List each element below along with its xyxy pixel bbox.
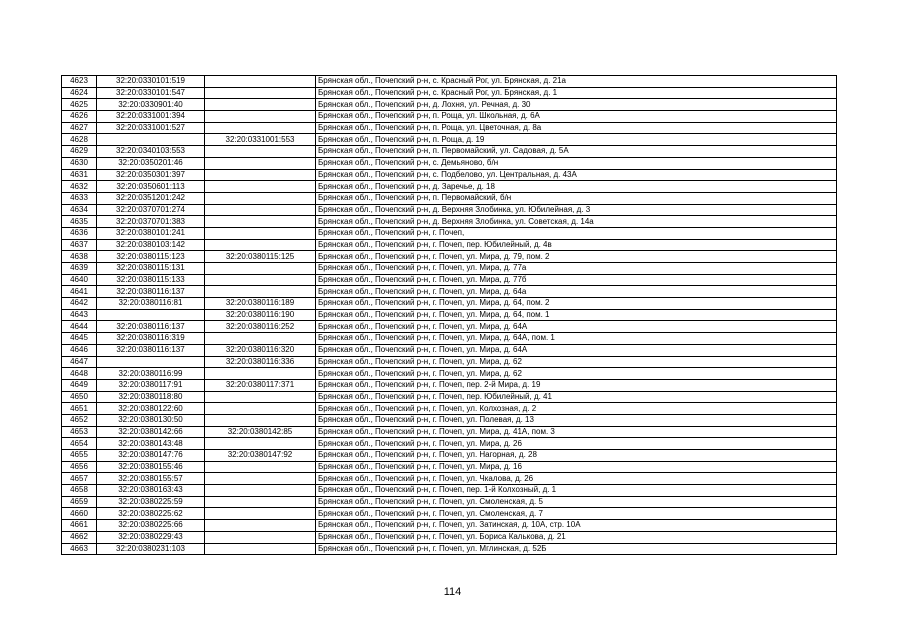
cadastral-number-cell: 32:20:0380116:137 — [97, 321, 205, 333]
related-cadastral-number-cell — [205, 461, 316, 473]
related-cadastral-number-cell: 32:20:0380117:371 — [205, 379, 316, 391]
cadastral-number-cell: 32:20:0380101:241 — [97, 227, 205, 239]
related-cadastral-number-cell — [205, 192, 316, 204]
row-number-cell: 4632 — [62, 181, 97, 193]
related-cadastral-number-cell — [205, 438, 316, 450]
table-row — [62, 391, 837, 403]
row-number-cell: 4642 — [62, 298, 97, 310]
cadastral-number-cell: 32:20:0330101:547 — [97, 87, 205, 99]
related-cadastral-number-cell — [205, 414, 316, 426]
table-row — [62, 379, 837, 391]
cadastral-number-cell: 32:20:0380103:142 — [97, 239, 205, 251]
related-cadastral-number-cell: 32:20:0380116:320 — [205, 344, 316, 356]
row-number-cell: 4647 — [62, 356, 97, 368]
address-cell: Брянская обл., Почепский р-н, с. Демьяново, б/н — [316, 157, 837, 169]
cadastral-number-cell: 32:20:0380143:48 — [97, 438, 205, 450]
table-row — [62, 473, 837, 485]
table-row — [62, 111, 837, 123]
row-number-cell: 4657 — [62, 473, 97, 485]
address-cell: Брянская обл., Почепский р-н, п. Роща, д. 19 — [316, 134, 837, 146]
cadastral-number-cell: 32:20:0380116:137 — [97, 286, 205, 298]
row-number-cell: 4637 — [62, 239, 97, 251]
related-cadastral-number-cell — [205, 157, 316, 169]
row-number-cell: 4654 — [62, 438, 97, 450]
table-row — [62, 520, 837, 532]
related-cadastral-number-cell — [205, 76, 316, 88]
cadastral-number-cell: 32:20:0380155:57 — [97, 473, 205, 485]
address-cell: Брянская обл., Почепский р-н, г. Почеп, ул. Мглинская, д. 52Б — [316, 543, 837, 555]
cadastral-number-cell: 32:20:0380115:123 — [97, 251, 205, 263]
related-cadastral-number-cell — [205, 274, 316, 286]
registry-table — [61, 75, 837, 555]
related-cadastral-number-cell — [205, 286, 316, 298]
row-number-cell: 4645 — [62, 333, 97, 345]
cadastral-number-cell: 32:20:0350601:113 — [97, 181, 205, 193]
address-cell: Брянская обл., Почепский р-н, с. Красный Рог, ул. Брянская, д. 21а — [316, 76, 837, 88]
row-number-cell: 4650 — [62, 391, 97, 403]
table-row — [62, 450, 837, 462]
page-number: 114 — [443, 586, 462, 598]
address-cell: Брянская обл., Почепский р-н, г. Почеп, ул. Мира, д. 64, пом. 1 — [316, 309, 837, 321]
table-row — [62, 368, 837, 380]
table-row — [62, 286, 837, 298]
table-row — [62, 274, 837, 286]
address-cell: Брянская обл., Почепский р-н, г. Почеп, ул. Мира, д. 26 — [316, 438, 837, 450]
table-row — [62, 251, 837, 263]
cadastral-number-cell: 32:20:0380163:43 — [97, 485, 205, 497]
related-cadastral-number-cell: 32:20:0380147:92 — [205, 450, 316, 462]
related-cadastral-number-cell: 32:20:0380116:189 — [205, 298, 316, 310]
row-number-cell: 4663 — [62, 543, 97, 555]
related-cadastral-number-cell — [205, 485, 316, 497]
cadastral-number-cell: 32:20:0380116:99 — [97, 368, 205, 380]
cadastral-number-cell: 32:20:0380115:133 — [97, 274, 205, 286]
row-number-cell: 4634 — [62, 204, 97, 216]
related-cadastral-number-cell — [205, 239, 316, 251]
row-number-cell: 4629 — [62, 146, 97, 158]
row-number-cell: 4648 — [62, 368, 97, 380]
address-cell: Брянская обл., Почепский р-н, п. Первомайский, б/н — [316, 192, 837, 204]
related-cadastral-number-cell — [205, 216, 316, 228]
related-cadastral-number-cell — [205, 531, 316, 543]
cadastral-number-cell: 32:20:0340103:553 — [97, 146, 205, 158]
address-cell: Брянская обл., Почепский р-н, г. Почеп, ул. Мира, д. 64А — [316, 321, 837, 333]
related-cadastral-number-cell: 32:20:0331001:553 — [205, 134, 316, 146]
related-cadastral-number-cell — [205, 122, 316, 134]
cadastral-number-cell: 32:20:0330901:40 — [97, 99, 205, 111]
address-cell: Брянская обл., Почепский р-н, г. Почеп, ул. Мира, д. 77б — [316, 274, 837, 286]
address-cell: Брянская обл., Почепский р-н, г. Почеп, ул. Мира, д. 62 — [316, 368, 837, 380]
cadastral-number-cell: 32:20:0380116:319 — [97, 333, 205, 345]
cadastral-number-cell: 32:20:0380225:59 — [97, 496, 205, 508]
cadastral-number-cell: 32:20:0380122:60 — [97, 403, 205, 415]
address-cell: Брянская обл., Почепский р-н, г. Почеп, пер. Юбилейный, д. 4в — [316, 239, 837, 251]
cadastral-number-cell: 32:20:0380130:50 — [97, 414, 205, 426]
address-cell: Брянская обл., Почепский р-н, г. Почеп, ул. Мира, д. 77а — [316, 263, 837, 275]
row-number-cell: 4652 — [62, 414, 97, 426]
row-number-cell: 4628 — [62, 134, 97, 146]
cadastral-number-cell: 32:20:0380142:66 — [97, 426, 205, 438]
cadastral-number-cell: 32:20:0331001:527 — [97, 122, 205, 134]
table-row — [62, 461, 837, 473]
address-cell: Брянская обл., Почепский р-н, г. Почеп, ул. Смоленская, д. 5 — [316, 496, 837, 508]
cadastral-number-cell — [97, 356, 205, 368]
related-cadastral-number-cell — [205, 403, 316, 415]
row-number-cell: 4643 — [62, 309, 97, 321]
row-number-cell: 4653 — [62, 426, 97, 438]
row-number-cell: 4655 — [62, 450, 97, 462]
related-cadastral-number-cell — [205, 368, 316, 380]
address-cell: Брянская обл., Почепский р-н, г. Почеп, ул. Чкалова, д. 26 — [316, 473, 837, 485]
address-cell: Брянская обл., Почепский р-н, г. Почеп, ул. Колхозная, д. 2 — [316, 403, 837, 415]
row-number-cell: 4656 — [62, 461, 97, 473]
related-cadastral-number-cell — [205, 496, 316, 508]
table-row — [62, 426, 837, 438]
related-cadastral-number-cell — [205, 181, 316, 193]
table-row — [62, 403, 837, 415]
row-number-cell: 4623 — [62, 76, 97, 88]
address-cell: Брянская обл., Почепский р-н, г. Почеп, ул. Мира, д. 62 — [316, 356, 837, 368]
table-row — [62, 309, 837, 321]
related-cadastral-number-cell — [205, 99, 316, 111]
row-number-cell: 4660 — [62, 508, 97, 520]
related-cadastral-number-cell: 32:20:0380115:125 — [205, 251, 316, 263]
address-cell: Брянская обл., Почепский р-н, п. Роща, ул. Школьная, д. 6А — [316, 111, 837, 123]
cadastral-number-cell: 32:20:0370701:383 — [97, 216, 205, 228]
address-cell: Брянская обл., Почепский р-н, д. Верхняя Злобинка, ул. Советская, д. 14а — [316, 216, 837, 228]
address-cell: Брянская обл., Почепский р-н, г. Почеп, ул. Нагорная, д. 28 — [316, 450, 837, 462]
related-cadastral-number-cell — [205, 473, 316, 485]
address-cell: Брянская обл., Почепский р-н, г. Почеп, ул. Мира, д. 79, пом. 2 — [316, 251, 837, 263]
related-cadastral-number-cell — [205, 543, 316, 555]
row-number-cell: 4639 — [62, 263, 97, 275]
address-cell: Брянская обл., Почепский р-н, г. Почеп, — [316, 227, 837, 239]
table-row — [62, 438, 837, 450]
cadastral-number-cell: 32:20:0380115:131 — [97, 263, 205, 275]
address-cell: Брянская обл., Почепский р-н, с. Подбелово, ул. Центральная, д. 43А — [316, 169, 837, 181]
cadastral-number-cell: 32:20:0380155:46 — [97, 461, 205, 473]
row-number-cell: 4635 — [62, 216, 97, 228]
table-row — [62, 227, 837, 239]
table-row — [62, 485, 837, 497]
table-row — [62, 204, 837, 216]
related-cadastral-number-cell: 32:20:0380116:252 — [205, 321, 316, 333]
related-cadastral-number-cell — [205, 508, 316, 520]
address-cell: Брянская обл., Почепский р-н, г. Почеп, пер. 2-й Мира, д. 19 — [316, 379, 837, 391]
table-row — [62, 263, 837, 275]
address-cell: Брянская обл., Почепский р-н, с. Красный Рог, ул. Брянская, д. 1 — [316, 87, 837, 99]
address-cell: Брянская обл., Почепский р-н, д. Верхняя Злобинка, ул. Юбилейная, д. 3 — [316, 204, 837, 216]
cadastral-number-cell — [97, 134, 205, 146]
address-cell: Брянская обл., Почепский р-н, г. Почеп, ул. Мира, д. 64А — [316, 344, 837, 356]
related-cadastral-number-cell — [205, 227, 316, 239]
related-cadastral-number-cell — [205, 520, 316, 532]
address-cell: Брянская обл., Почепский р-н, г. Почеп, пер. Юбилейный, д. 41 — [316, 391, 837, 403]
row-number-cell: 4638 — [62, 251, 97, 263]
related-cadastral-number-cell — [205, 87, 316, 99]
address-cell: Брянская обл., Почепский р-н, г. Почеп, ул. Бориса Калькова, д. 21 — [316, 531, 837, 543]
address-cell: Брянская обл., Почепский р-н, г. Почеп, ул. Мира, д. 64а — [316, 286, 837, 298]
address-cell: Брянская обл., Почепский р-н, г. Почеп, ул. Мира, д. 16 — [316, 461, 837, 473]
address-cell: Брянская обл., Почепский р-н, п. Первомайский, ул. Садовая, д. 5А — [316, 146, 837, 158]
table-row — [62, 216, 837, 228]
address-cell: Брянская обл., Почепский р-н, п. Роща, ул. Цветочная, д. 8а — [316, 122, 837, 134]
cadastral-number-cell: 32:20:0380147:76 — [97, 450, 205, 462]
cadastral-number-cell: 32:20:0380225:62 — [97, 508, 205, 520]
row-number-cell: 4644 — [62, 321, 97, 333]
row-number-cell: 4641 — [62, 286, 97, 298]
row-number-cell: 4631 — [62, 169, 97, 181]
address-cell: Брянская обл., Почепский р-н, г. Почеп, ул. Полевая, д. 13 — [316, 414, 837, 426]
cadastral-number-cell: 32:20:0330101:519 — [97, 76, 205, 88]
table-row — [62, 321, 837, 333]
cadastral-number-cell: 32:20:0370701:274 — [97, 204, 205, 216]
row-number-cell: 4640 — [62, 274, 97, 286]
cadastral-number-cell: 32:20:0380118:80 — [97, 391, 205, 403]
registry-table-body — [62, 76, 837, 555]
table-row — [62, 169, 837, 181]
table-row — [62, 356, 837, 368]
table-row — [62, 531, 837, 543]
row-number-cell: 4651 — [62, 403, 97, 415]
related-cadastral-number-cell: 32:20:0380116:190 — [205, 309, 316, 321]
row-number-cell: 4626 — [62, 111, 97, 123]
related-cadastral-number-cell: 32:20:0380116:336 — [205, 356, 316, 368]
table-row — [62, 543, 837, 555]
cadastral-number-cell: 32:20:0380225:66 — [97, 520, 205, 532]
row-number-cell: 4658 — [62, 485, 97, 497]
related-cadastral-number-cell — [205, 333, 316, 345]
cadastral-number-cell: 32:20:0380116:81 — [97, 298, 205, 310]
table-row — [62, 122, 837, 134]
related-cadastral-number-cell — [205, 204, 316, 216]
table-row — [62, 508, 837, 520]
row-number-cell: 4661 — [62, 520, 97, 532]
address-cell: Брянская обл., Почепский р-н, г. Почеп, ул. Затинская, д. 10А, стр. 10А — [316, 520, 837, 532]
table-row — [62, 344, 837, 356]
table-row — [62, 146, 837, 158]
table-row — [62, 298, 837, 310]
cadastral-number-cell: 32:20:0380116:137 — [97, 344, 205, 356]
table-row — [62, 134, 837, 146]
cadastral-number-cell — [97, 309, 205, 321]
address-cell: Брянская обл., Почепский р-н, г. Почеп, ул. Смоленская, д. 7 — [316, 508, 837, 520]
cadastral-number-cell: 32:20:0380231:103 — [97, 543, 205, 555]
cadastral-number-cell: 32:20:0350201:46 — [97, 157, 205, 169]
related-cadastral-number-cell: 32:20:0380142:85 — [205, 426, 316, 438]
row-number-cell: 4646 — [62, 344, 97, 356]
row-number-cell: 4649 — [62, 379, 97, 391]
address-cell: Брянская обл., Почепский р-н, г. Почеп, ул. Мира, д. 64А, пом. 1 — [316, 333, 837, 345]
row-number-cell: 4633 — [62, 192, 97, 204]
row-number-cell: 4662 — [62, 531, 97, 543]
table-row — [62, 414, 837, 426]
row-number-cell: 4625 — [62, 99, 97, 111]
related-cadastral-number-cell — [205, 111, 316, 123]
table-row — [62, 99, 837, 111]
row-number-cell: 4624 — [62, 87, 97, 99]
address-cell: Брянская обл., Почепский р-н, д. Заречье, д. 18 — [316, 181, 837, 193]
table-row — [62, 496, 837, 508]
table-row — [62, 333, 837, 345]
cadastral-number-cell: 32:20:0380117:91 — [97, 379, 205, 391]
cadastral-number-cell: 32:20:0380229:43 — [97, 531, 205, 543]
related-cadastral-number-cell — [205, 169, 316, 181]
related-cadastral-number-cell — [205, 263, 316, 275]
row-number-cell: 4636 — [62, 227, 97, 239]
table-row — [62, 192, 837, 204]
address-cell: Брянская обл., Почепский р-н, д. Лохня, ул. Речная, д. 30 — [316, 99, 837, 111]
row-number-cell: 4627 — [62, 122, 97, 134]
related-cadastral-number-cell — [205, 146, 316, 158]
row-number-cell: 4659 — [62, 496, 97, 508]
table-row — [62, 239, 837, 251]
row-number-cell: 4630 — [62, 157, 97, 169]
address-cell: Брянская обл., Почепский р-н, г. Почеп, ул. Мира, д. 41А, пом. 3 — [316, 426, 837, 438]
table-row — [62, 157, 837, 169]
cadastral-number-cell: 32:20:0331001:394 — [97, 111, 205, 123]
related-cadastral-number-cell — [205, 391, 316, 403]
cadastral-number-cell: 32:20:0351201:242 — [97, 192, 205, 204]
cadastral-number-cell: 32:20:0350301:397 — [97, 169, 205, 181]
address-cell: Брянская обл., Почепский р-н, г. Почеп, ул. Мира, д. 64, пом. 2 — [316, 298, 837, 310]
table-row — [62, 87, 837, 99]
table-row — [62, 181, 837, 193]
table-row — [62, 76, 837, 88]
address-cell: Брянская обл., Почепский р-н, г. Почеп, пер. 1-й Колхозный, д. 1 — [316, 485, 837, 497]
